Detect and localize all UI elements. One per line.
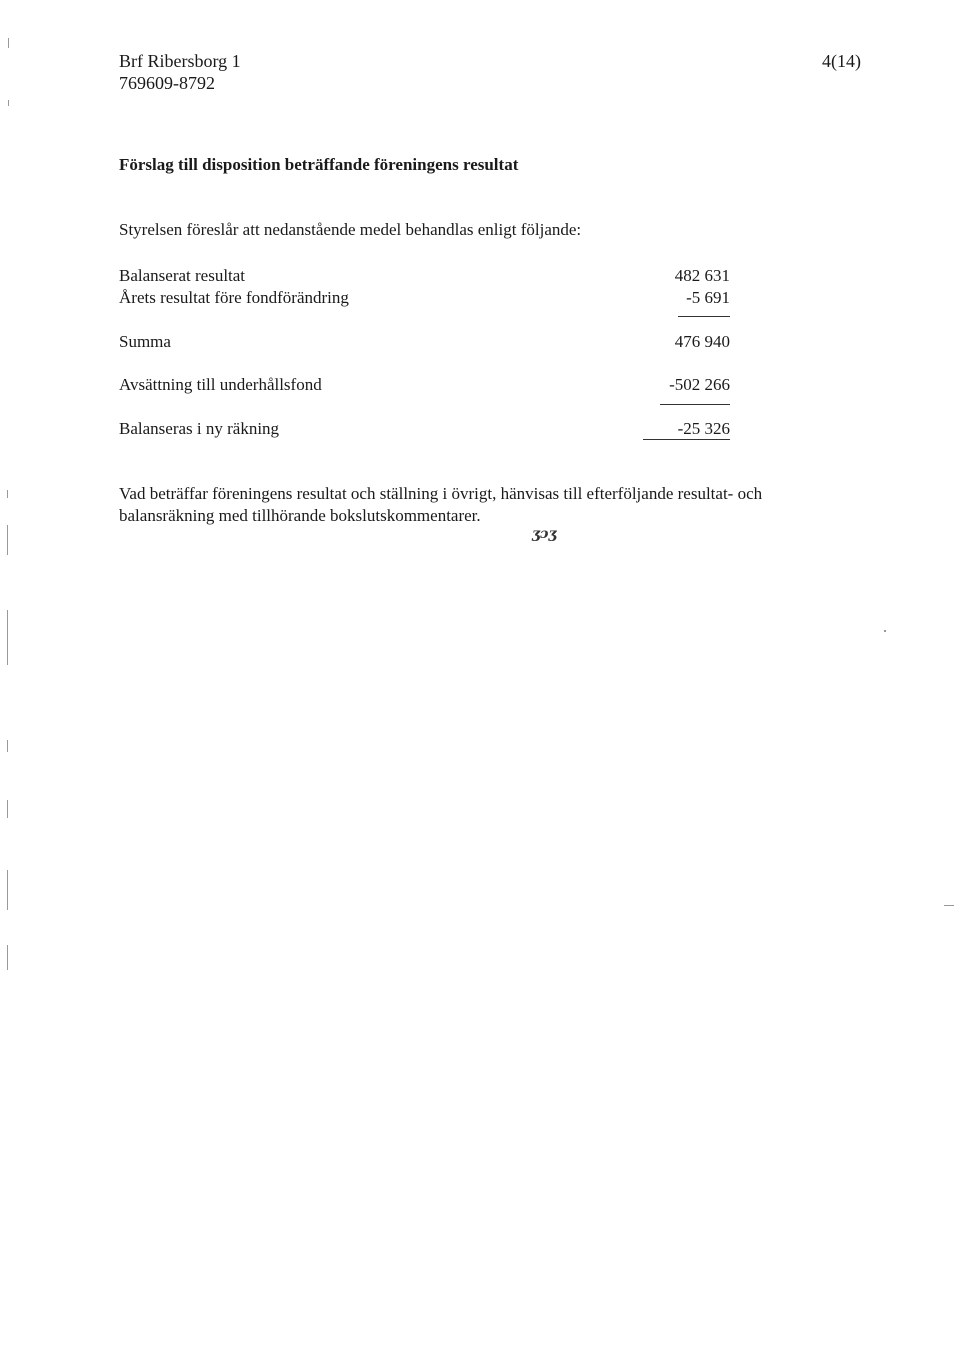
closing-line-1: Vad beträffar föreningens resultat och ställning i övrigt, hänvisas till efterföljande resultat- och	[119, 484, 763, 503]
row-label-balanserat: Balanserat resultat	[119, 266, 246, 285]
sum-underline	[678, 316, 730, 317]
row-value-balanserat: 482 631	[674, 266, 730, 285]
closing-line-2: balansräkning med tillhörande bokslutskommentarer.	[119, 506, 481, 525]
scan-speck	[7, 800, 8, 818]
scan-speck	[7, 490, 8, 498]
scan-speck	[7, 740, 8, 752]
intro-text: Styrelsen föreslår att nedanstående medel behandlas enligt följande:	[119, 220, 582, 239]
row-value-balanseras: -25 326	[677, 419, 730, 438]
handwritten-initials: ʒɔʒ	[532, 526, 557, 542]
scan-speck	[8, 38, 9, 48]
scan-speck	[944, 905, 954, 906]
row-label-balanseras: Balanseras i ny räkning	[119, 419, 280, 438]
row-label-summa: Summa	[119, 332, 171, 351]
scan-speck	[7, 610, 8, 665]
row-value-summa: 476 940	[674, 332, 730, 351]
scan-speck	[7, 525, 8, 555]
scan-speck	[8, 100, 9, 106]
row-label-avsattning: Avsättning till underhållsfond	[119, 375, 322, 394]
scan-speck	[7, 945, 8, 970]
scan-speck	[7, 870, 8, 910]
org-name: Brf Ribersborg 1	[119, 51, 241, 71]
row-label-arets-resultat: Årets resultat före fondförändring	[119, 288, 349, 307]
row-value-avsattning: -502 266	[669, 375, 730, 394]
page-number: 4(14)	[822, 51, 861, 71]
section-title: Förslag till disposition beträffande föreningens resultat	[119, 155, 519, 174]
row-value-arets-resultat: -5 691	[686, 288, 730, 307]
org-number: 769609-8792	[119, 73, 215, 93]
scan-speck	[884, 630, 886, 632]
balance-underline	[660, 404, 730, 405]
result-underline	[643, 439, 730, 440]
